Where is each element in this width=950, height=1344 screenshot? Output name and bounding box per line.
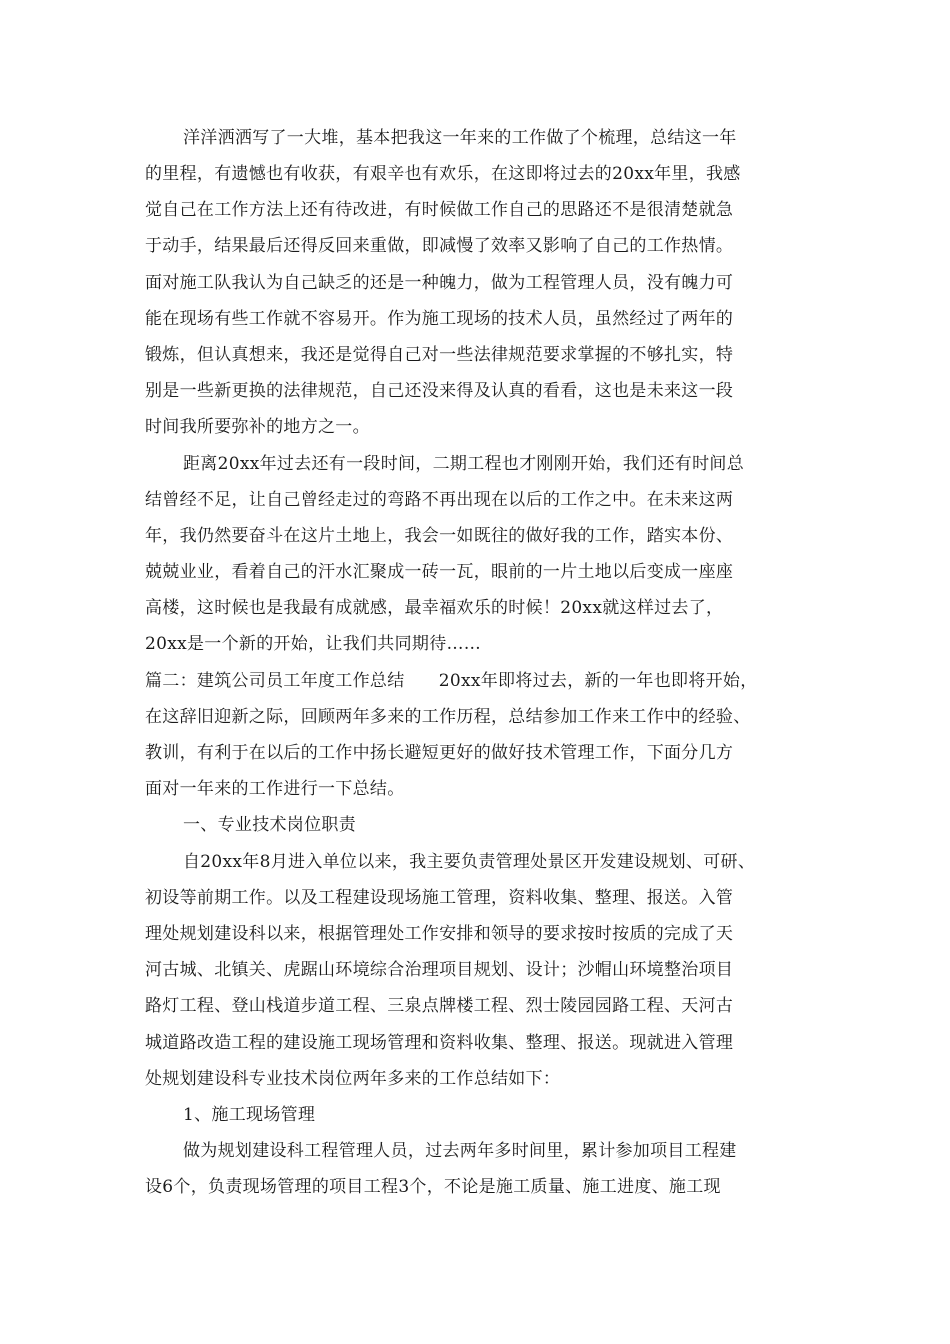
text-line: 面对施工队我认为自己缺乏的还是一种魄力，做为工程管理人员，没有魄力可 (145, 273, 734, 293)
text-line: 于动手，结果最后还得反回来重做，即减慢了效率又影响了自己的工作热情。 (145, 236, 734, 256)
section-heading-line: 篇二：建筑公司员工年度工作总结 20xx年即将过去，新的一年也即将开始， (145, 671, 758, 691)
text-line: 锻炼，但认真想来，我还是觉得自己对一些法律规范要求掌握的不够扎实，特 (145, 345, 734, 365)
subheading-line: 一、专业技术岗位职责 (183, 815, 356, 835)
text-line: 自20xx年8月进入单位以来，我主要负责管理处景区开发建设规划、可研、 (183, 852, 756, 872)
text-line: 距离20xx年过去还有一段时间，二期工程也才刚刚开始，我们还有时间总 (183, 454, 745, 474)
text-line: 高楼，这时候也是我最有成就感，最幸福欢乐的时候！20xx就这样过去了， (145, 598, 724, 618)
text-line: 处规划建设科专业技术岗位两年多来的工作总结如下： (145, 1069, 561, 1089)
text-line: 20xx是一个新的开始，让我们共同期待…… (145, 634, 482, 654)
text-line: 别是一些新更换的法律规范，自己还没来得及认真的看看，这也是未来这一段 (145, 381, 734, 401)
text-line: 面对一年来的工作进行一下总结。 (145, 779, 405, 799)
text-line: 时间我所要弥补的地方之一。 (145, 417, 370, 437)
text-line: 洋洋洒洒写了一大堆，基本把我这一年来的工作做了个梳理，总结这一年 (183, 128, 737, 148)
text-line: 城道路改造工程的建设施工现场管理和资料收集、整理、报送。现就进入管理 (145, 1033, 734, 1053)
subheading-line: 1、施工现场管理 (183, 1105, 316, 1125)
text-line: 的里程，有遗憾也有收获，有艰辛也有欢乐，在这即将过去的20xx年里，我感 (145, 164, 741, 184)
text-line: 初设等前期工作。以及工程建设现场施工管理，资料收集、整理、报送。入管 (145, 888, 734, 908)
text-line: 河古城、北镇关、虎踞山环境综合治理项目规划、设计；沙帽山环境整治项目 (145, 960, 734, 980)
text-line: 做为规划建设科工程管理人员，过去两年多时间里，累计参加项目工程建 (183, 1141, 737, 1161)
text-line: 教训，有利于在以后的工作中扬长避短更好的做好技术管理工作，下面分几方 (145, 743, 734, 763)
text-line: 能在现场有些工作就不容易开。作为施工现场的技术人员，虽然经过了两年的 (145, 309, 734, 329)
text-line: 设6个，负责现场管理的项目工程3个，不论是施工质量、施工进度、施工现 (145, 1177, 721, 1197)
text-line: 觉自己在工作方法上还有待改进，有时候做工作自己的思路还不是很清楚就急 (145, 200, 734, 220)
text-line: 在这辞旧迎新之际，回顾两年多来的工作历程，总结参加工作来工作中的经验、 (145, 707, 751, 727)
text-line: 兢兢业业，看着自己的汗水汇聚成一砖一瓦，眼前的一片土地以后变成一座座 (145, 562, 734, 582)
text-line: 路灯工程、登山栈道步道工程、三泉点牌楼工程、烈士陵园园路工程、天河古 (145, 996, 734, 1016)
text-line: 结曾经不足，让自己曾经走过的弯路不再出现在以后的工作之中。在未来这两 (145, 490, 734, 510)
text-line: 理处规划建设科以来，根据管理处工作安排和领导的要求按时按质的完成了天 (145, 924, 734, 944)
text-line: 年，我仍然要奋斗在这片土地上，我会一如既往的做好我的工作，踏实本份、 (145, 526, 734, 546)
